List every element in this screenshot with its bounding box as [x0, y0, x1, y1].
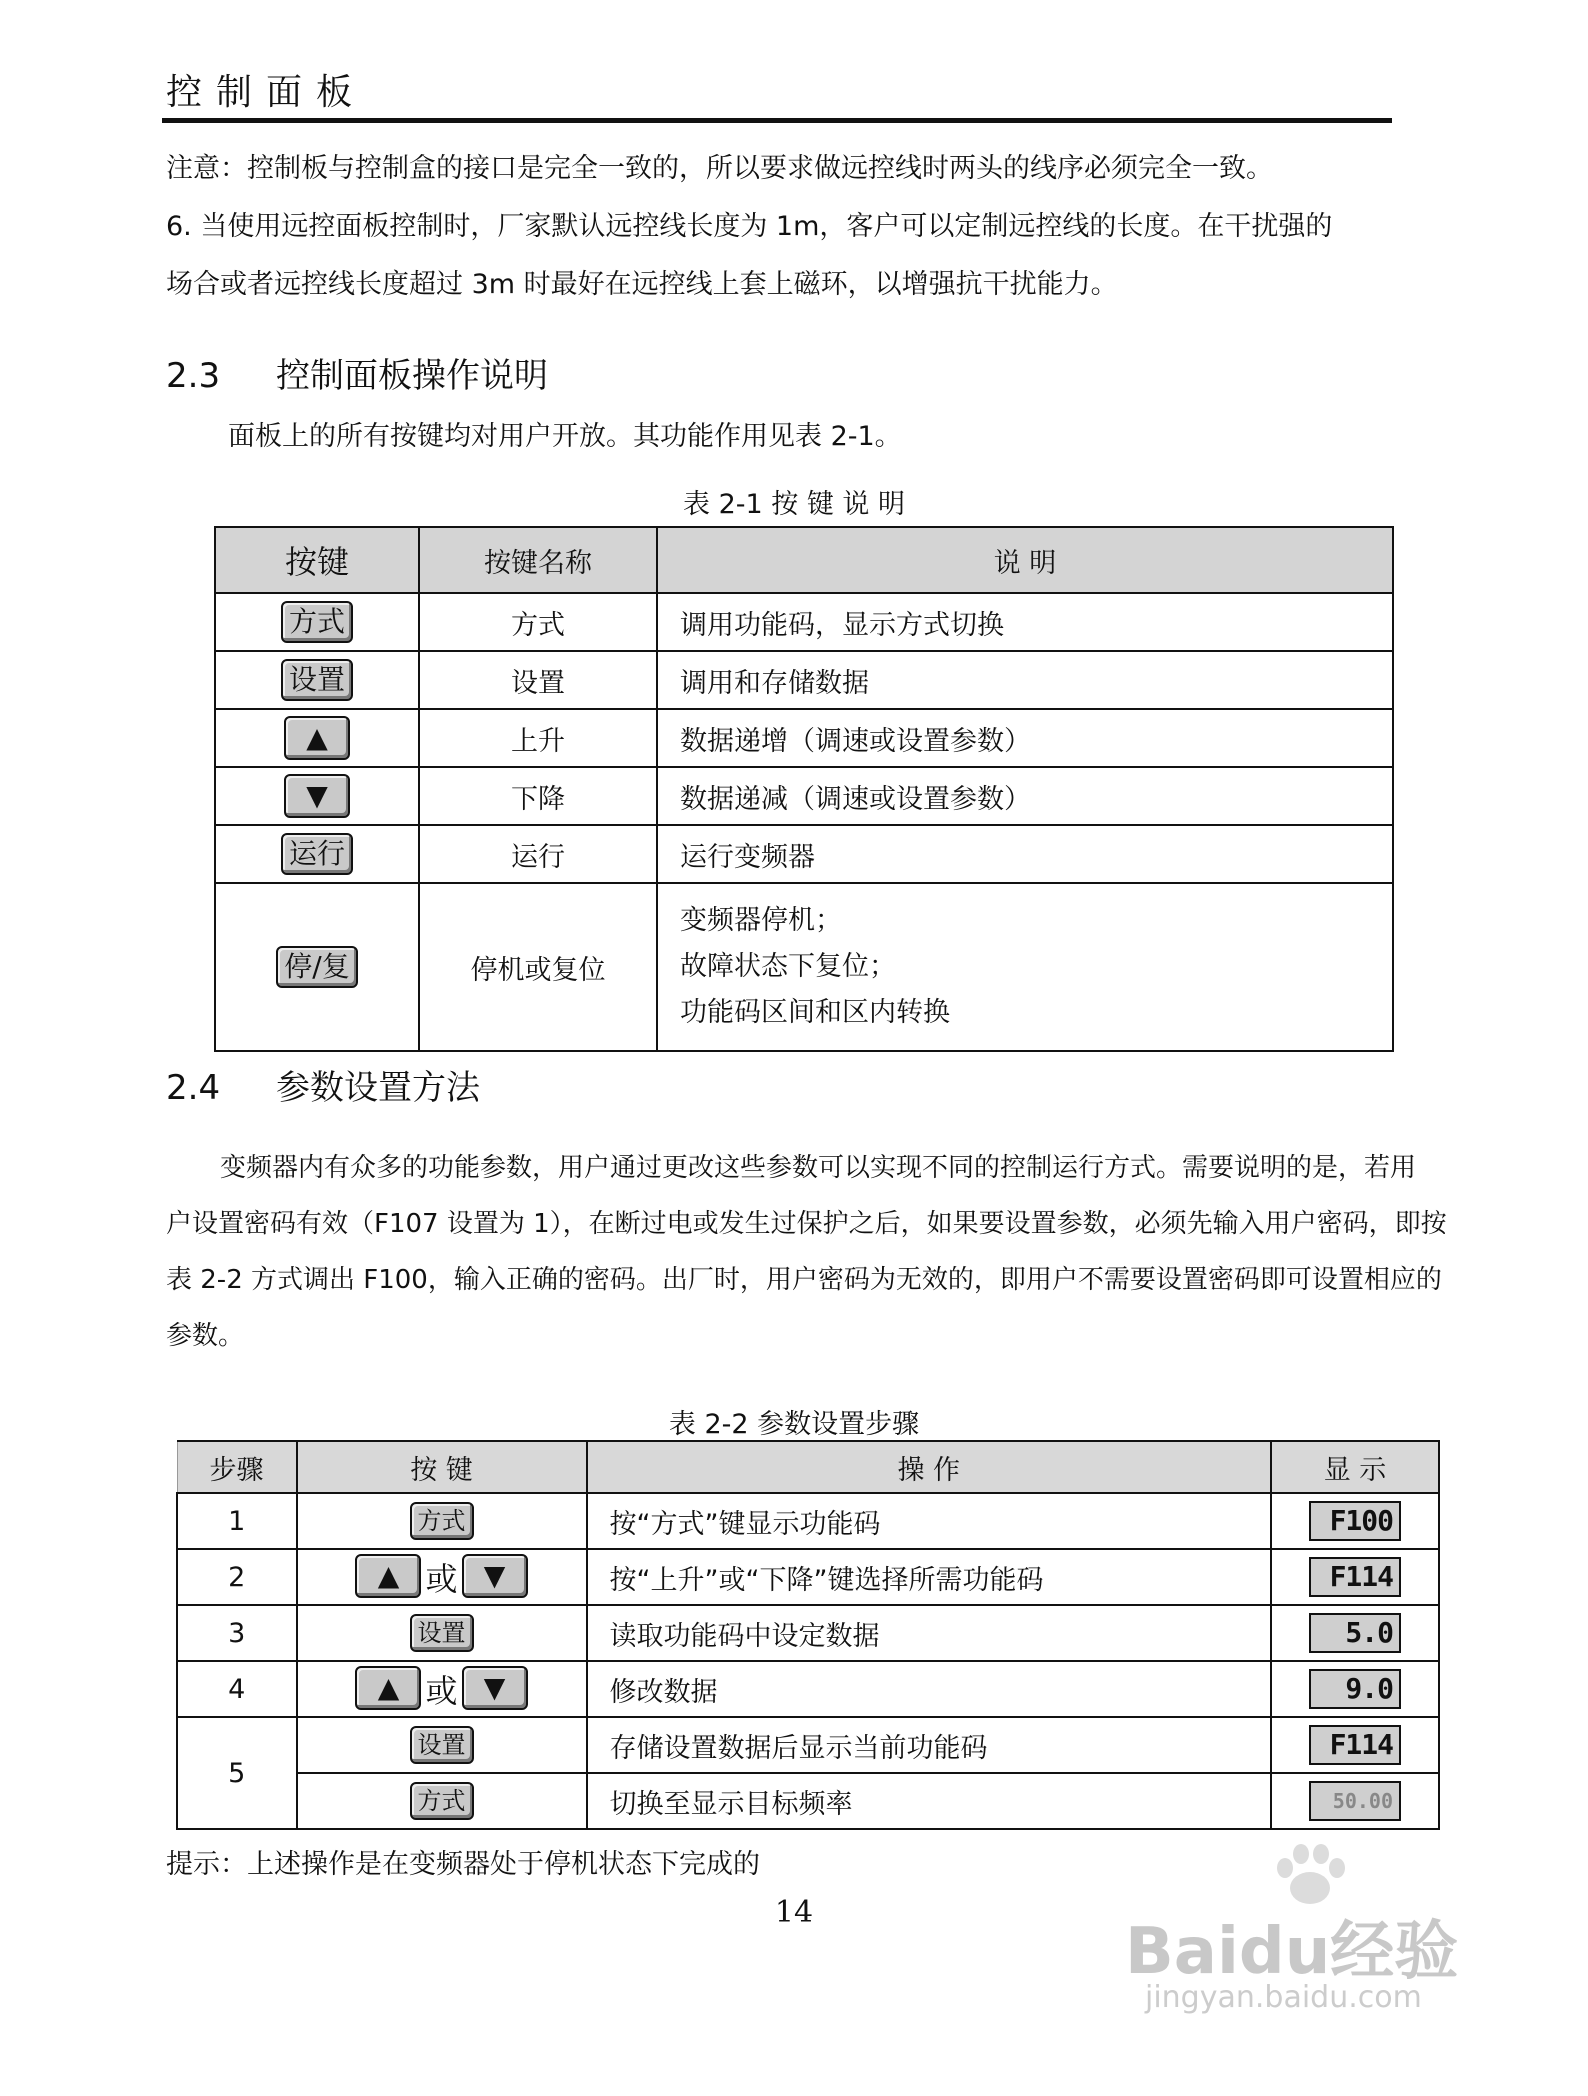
- lcd-display: F114: [1309, 1557, 1401, 1597]
- key-desc: 运行变频器: [657, 825, 1393, 883]
- lcd-display: F114: [1309, 1725, 1401, 1765]
- key-name: 运行: [419, 825, 657, 883]
- set-key-icon: 设置: [410, 1614, 474, 1652]
- baidu-watermark: [1115, 1860, 1495, 2030]
- set-key-icon: 设置: [281, 659, 353, 701]
- table-2-1-caption: 表 2-1 按 键 说 明: [682, 489, 905, 520]
- key-desc: 调用和存储数据: [657, 651, 1393, 709]
- table-row: [177, 1717, 1439, 1773]
- key-desc: 数据递增（调速或设置参数）: [657, 709, 1393, 767]
- section-2-3-intro: 面板上的所有按键均对用户开放。其功能作用见表 2-1。: [228, 421, 902, 452]
- table-row: [177, 1549, 1439, 1605]
- step-operation: 切换至显示目标频率: [587, 1773, 1272, 1829]
- header-operation: 操 作: [587, 1441, 1272, 1493]
- page-number: 14: [774, 1895, 814, 1930]
- lcd-display: 5.0: [1309, 1613, 1401, 1653]
- item6-line1: 6. 当使用远控面板控制时，厂家默认远控线长度为 1m，客户可以定制远控线的长度。在干扰强的: [166, 211, 1333, 242]
- mode-key-icon: 方式: [410, 1782, 474, 1820]
- section-title: 控制面板操作说明: [276, 356, 548, 396]
- table-row: [215, 767, 1393, 825]
- up-arrow-key-icon: ▲: [284, 716, 350, 760]
- step-number: 2: [177, 1549, 297, 1605]
- step-operation: 修改数据: [587, 1661, 1272, 1717]
- step-operation: 读取功能码中设定数据: [587, 1605, 1272, 1661]
- down-arrow-key-icon: ▼: [462, 1554, 528, 1598]
- header-display: 显 示: [1271, 1441, 1439, 1493]
- key-desc-line: 故障状态下复位；: [680, 951, 896, 982]
- key-desc: 调用功能码，显示方式切换: [657, 593, 1393, 651]
- key-name: 方式: [419, 593, 657, 651]
- table-row: [215, 593, 1393, 651]
- key-name: 下降: [419, 767, 657, 825]
- lcd-display: F100: [1309, 1501, 1401, 1541]
- stop-reset-key-icon: 停/复: [276, 946, 357, 988]
- step-number: 4: [177, 1661, 297, 1717]
- table-row: [215, 883, 1393, 1051]
- step-operation: 按“方式”键显示功能码: [587, 1493, 1272, 1549]
- step-operation: 存储设置数据后显示当前功能码: [587, 1717, 1272, 1773]
- down-arrow-key-icon: ▼: [284, 774, 350, 818]
- table-2-2-caption: 表 2-2 参数设置步骤: [668, 1409, 920, 1440]
- section-number: 2.3: [166, 356, 221, 396]
- lcd-display: 9.0: [1309, 1669, 1401, 1709]
- table-row: [215, 825, 1393, 883]
- set-key-icon: 设置: [410, 1726, 474, 1764]
- or-label: 或: [425, 1560, 458, 1599]
- key-description-table: [214, 526, 1394, 1052]
- table-row: [177, 1493, 1439, 1549]
- watermark-logo: Baidu经验: [1125, 1915, 1459, 1989]
- para-line: 变频器内有众多的功能参数，用户通过更改这些参数可以实现不同的控制运行方式。需要说明的是，若用: [220, 1153, 1417, 1183]
- header-step: 步骤: [177, 1441, 297, 1493]
- key-name: 设置: [419, 651, 657, 709]
- key-name: 停机或复位: [419, 883, 657, 1051]
- section-2-4-paragraph: [166, 1140, 1456, 1364]
- down-arrow-key-icon: ▼: [462, 1666, 528, 1710]
- key-desc-line: 变频器停机；: [680, 905, 842, 936]
- note-text: 注意：控制板与控制盒的接口是完全一致的，所以要求做远控线时两头的线序必须完全一致。: [166, 153, 1273, 184]
- step-number: 5: [177, 1717, 297, 1829]
- up-arrow-key-icon: ▲: [355, 1666, 421, 1710]
- table-row: [177, 1661, 1439, 1717]
- table-header-row: [215, 527, 1393, 593]
- mode-key-icon: 方式: [281, 601, 353, 643]
- key-desc: 数据递减（调速或设置参数）: [657, 767, 1393, 825]
- tip-text: 提示：上述操作是在变频器处于停机状态下完成的: [166, 1849, 760, 1880]
- key-desc-line: 功能码区间和区内转换: [680, 997, 950, 1028]
- section-number: 2.4: [166, 1068, 221, 1108]
- up-arrow-key-icon: ▲: [355, 1554, 421, 1598]
- para-line: 户设置密码有效（F107 设置为 1），在断过电或发生过保护之后，如果要设置参数，必须先输入用户密码，即按: [166, 1209, 1447, 1239]
- key-name: 上升: [419, 709, 657, 767]
- section-title: 参数设置方法: [276, 1068, 480, 1108]
- or-label: 或: [425, 1672, 458, 1711]
- parameter-steps-table: [176, 1440, 1440, 1830]
- item6-line2: 场合或者远控线长度超过 3m 时最好在远控线上套上磁环，以增强抗干扰能力。: [166, 269, 1118, 300]
- table-row: [177, 1605, 1439, 1661]
- mode-key-icon: 方式: [410, 1502, 474, 1540]
- header-key: 按键: [215, 527, 419, 593]
- header-key-name: 按键名称: [419, 527, 657, 593]
- para-line: 参数。: [166, 1321, 245, 1351]
- section-2-3-heading: [166, 348, 548, 397]
- watermark-url: jingyan.baidu.com: [1145, 1980, 1422, 2015]
- section-2-4-heading: [166, 1060, 480, 1109]
- table-row: [177, 1773, 1439, 1829]
- para-line: 表 2-2 方式调出 F100，输入正确的密码。出厂时，用户密码为无效的，即用户不需要设置密码即可设置相应的: [166, 1265, 1442, 1295]
- run-key-icon: 运行: [281, 833, 353, 875]
- header-keys: 按 键: [297, 1441, 587, 1493]
- step-operation: 按“上升”或“下降”键选择所需功能码: [587, 1549, 1272, 1605]
- header-divider: [162, 118, 1392, 123]
- table-header-row: [177, 1441, 1439, 1493]
- step-number: 3: [177, 1605, 297, 1661]
- page-header-title: 控制面板: [166, 72, 367, 113]
- table-row: [215, 709, 1393, 767]
- header-description: 说 明: [657, 527, 1393, 593]
- lcd-display: 50.00: [1309, 1781, 1401, 1821]
- table-row: [215, 651, 1393, 709]
- step-number: 1: [177, 1493, 297, 1549]
